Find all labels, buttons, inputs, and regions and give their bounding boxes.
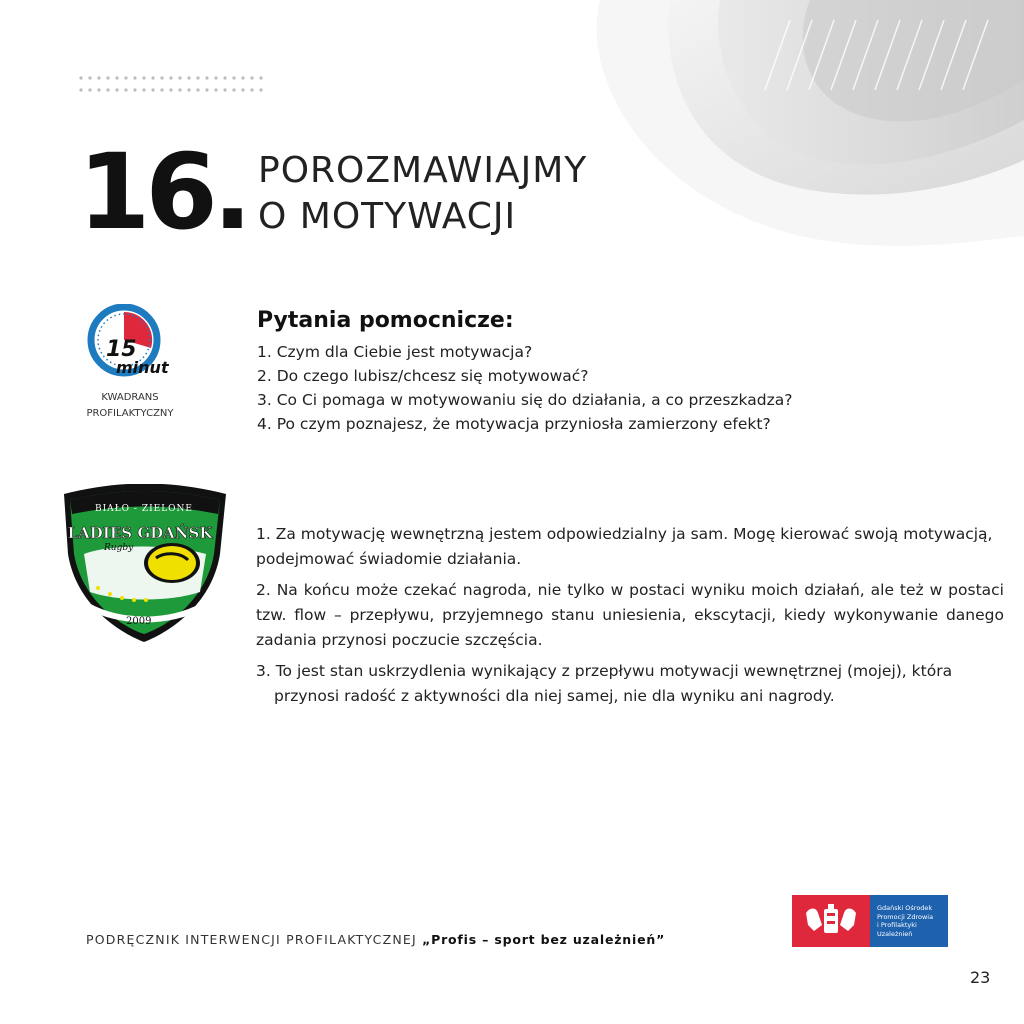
gdansk-coat-of-arms-icon bbox=[792, 895, 870, 947]
answer-item: 1. Za motywację wewnętrzną jestem odpowiedzialny ja sam. Mogę kierować swoją motywacją, podejmować świadomie działania. bbox=[256, 525, 993, 568]
answer-item: 3. To jest stan uskrzydlenia wynikający z przepływu motywacji wewnętrznej (mojej), która przynosi radość z aktywności dla niej samej, nie dla wyniku ani nagrody. bbox=[256, 662, 953, 705]
section-number: 16. bbox=[78, 131, 248, 253]
answers-block bbox=[256, 522, 1004, 709]
question-item: 4. Po czym poznajesz, że motywacja przyniosła zamierzony efekt? bbox=[257, 415, 771, 433]
org-name-line-4: Uzależnień bbox=[877, 929, 913, 938]
footer-bold-text: „Profis – sport bez uzależnień” bbox=[422, 932, 666, 947]
questions-heading: Pytania pomocnicze: bbox=[257, 308, 514, 333]
clock-caption bbox=[66, 390, 194, 422]
ladies-gdansk-rugby-logo bbox=[60, 484, 228, 644]
page-number: 23 bbox=[970, 968, 991, 987]
footer-title bbox=[86, 932, 665, 947]
org-name bbox=[870, 895, 948, 947]
question-item: 2. Do czego lubisz/chcesz się motywować? bbox=[257, 367, 589, 385]
rugby-year: 2009 bbox=[126, 616, 152, 627]
clock-caption-line-2: PROFILAKTYCZNY bbox=[86, 408, 174, 419]
org-name-line-3: i Profilaktyki bbox=[877, 921, 917, 929]
org-name-line-2: Promocji Zdrowia bbox=[877, 912, 934, 921]
dotted-line-decoration bbox=[78, 74, 268, 96]
gdansk-health-center-logo bbox=[792, 895, 948, 947]
question-item: 1. Czym dla Ciebie jest motywacja? bbox=[257, 343, 533, 361]
clock-word: minut bbox=[116, 358, 169, 377]
section-title bbox=[258, 148, 587, 240]
section-title-line-1: POROZMAWIAJMY bbox=[258, 150, 588, 191]
helper-questions bbox=[257, 306, 977, 436]
rugby-team-name: LADIES GDAŃSK bbox=[67, 524, 213, 542]
answer-item: 2. Na końcu może czekać nagroda, nie tylko w postaci wyniku moich działań, ale też w postaci tzw. flow – przepływu, przyjemnego stanu uniesienia, ekscytacji, kiedy wykonywanie danego zadania przynosi poczucie szczęścia. bbox=[256, 581, 1004, 649]
question-item: 3. Co Ci pomaga w motywowaniu się do działania, a co przeszkadza? bbox=[257, 391, 793, 409]
decorative-wave-graphic bbox=[560, 0, 1024, 270]
rugby-top-text: BIAŁO - ZIELONE bbox=[94, 504, 194, 514]
footer-text: PODRĘCZNIK INTERWENCJI PROFILAKTYCZNEJ bbox=[86, 932, 417, 947]
clock-number: 15 bbox=[106, 337, 137, 362]
section-title-line-2: O MOTYWACJI bbox=[258, 196, 517, 237]
clock-15-minut-icon bbox=[84, 304, 180, 382]
rugby-sub: Rugby bbox=[104, 543, 134, 553]
clock-caption-line-1: KWADRANS bbox=[101, 392, 159, 403]
questions-list bbox=[257, 340, 977, 436]
org-name-line-1: Gdański Ośrodek bbox=[877, 904, 933, 912]
